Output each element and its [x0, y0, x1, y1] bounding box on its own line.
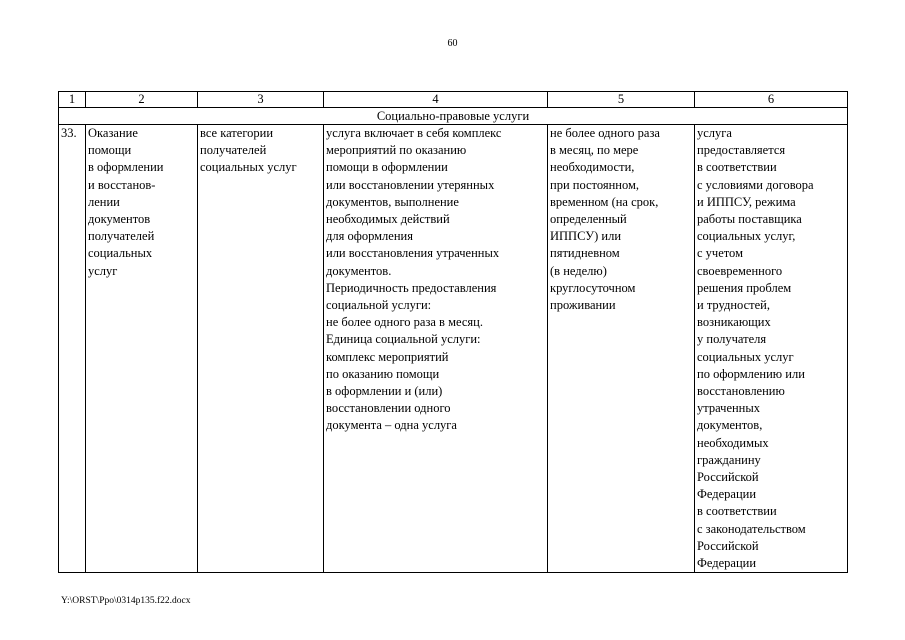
cell-line: гражданину: [697, 452, 761, 467]
cell-line: социальных услуг: [200, 160, 297, 175]
cell-line: пятидневном: [550, 246, 620, 261]
cell-line: ИППСУ) или: [550, 229, 622, 244]
cell-line: или восстановлении утерянных: [326, 177, 495, 192]
cell-line: Федерации: [697, 487, 757, 502]
cell-line: Федерации: [697, 556, 757, 571]
cell-line: получателей: [88, 229, 155, 244]
service-description-cell: [324, 125, 548, 573]
frequency-cell: [548, 125, 695, 573]
cell-line: документов.: [326, 263, 392, 278]
cell-line: и трудностей,: [697, 298, 770, 313]
header-cell: 6: [695, 92, 848, 108]
cell-line: лении: [88, 194, 120, 209]
cell-line: социальных услуг,: [697, 229, 796, 244]
cell-line: предоставляется: [697, 143, 786, 158]
header-cell: 1: [59, 92, 86, 108]
row-number: 33.: [59, 125, 86, 573]
cell-line: необходимости,: [550, 160, 635, 175]
cell-line: документа – одна услуга: [326, 418, 457, 433]
cell-line: услуг: [88, 263, 118, 278]
cell-line: необходимых действий: [326, 212, 450, 227]
header-cell: 5: [548, 92, 695, 108]
cell-line: необходимых: [697, 435, 769, 450]
cell-line: работы поставщика: [697, 212, 802, 227]
cell-line: комплекс мероприятий: [326, 349, 449, 364]
cell-line: в оформлении: [88, 160, 164, 175]
cell-line: восстановлению: [697, 384, 785, 399]
table-row: [59, 125, 848, 573]
section-title: Социально-правовые услуги: [59, 108, 848, 125]
header-cell: 2: [86, 92, 198, 108]
page-number: 60: [447, 38, 458, 49]
cell-line: в соответствии: [697, 160, 777, 175]
cell-line: с законодательством: [697, 521, 806, 536]
conditions-cell: [695, 125, 848, 573]
cell-line: в оформлении и (или): [326, 384, 443, 399]
cell-line: получателей: [200, 143, 267, 158]
cell-line: временном (на срок,: [550, 194, 659, 209]
footer-file-path: Y:\ORST\Ppo\0314p135.f22.docx: [61, 596, 191, 606]
cell-line: не более одного раза в месяц.: [326, 315, 483, 330]
cell-line: с условиями договора: [697, 177, 814, 192]
cell-line: (в неделю): [550, 263, 607, 278]
cell-line: в соответствии: [697, 504, 777, 519]
cell-line: для оформления: [326, 229, 413, 244]
cell-line: определенный: [550, 212, 627, 227]
header-cell: 4: [324, 92, 548, 108]
cell-line: с учетом: [697, 246, 743, 261]
cell-line: социальных: [88, 246, 153, 261]
cell-line: утраченных: [697, 401, 761, 416]
cell-line: своевременного: [697, 263, 783, 278]
cell-line: восстановлении одного: [326, 401, 451, 416]
cell-line: социальных услуг: [697, 349, 794, 364]
cell-line: социальной услуги:: [326, 298, 432, 313]
cell-line: не более одного раза: [550, 126, 660, 140]
cell-line: Оказание: [88, 126, 138, 140]
cell-line: у получателя: [697, 332, 767, 347]
cell-line: Российской: [697, 538, 759, 553]
cell-line: Периодичность предоставления: [326, 280, 497, 295]
cell-line: в месяц, по мере: [550, 143, 639, 158]
header-cell: 3: [198, 92, 324, 108]
cell-line: помощи в оформлении: [326, 160, 448, 175]
cell-line: документов, выполнение: [326, 194, 459, 209]
cell-line: мероприятий по оказанию: [326, 143, 467, 158]
cell-line: или восстановления утраченных: [326, 246, 500, 261]
cell-line: возникающих: [697, 315, 771, 330]
cell-line: документов: [88, 212, 151, 227]
cell-line: документов,: [697, 418, 763, 433]
cell-line: при постоянном,: [550, 177, 640, 192]
table-header-row: [59, 92, 848, 108]
cell-line: и ИППСУ, режима: [697, 194, 796, 209]
cell-line: решения проблем: [697, 280, 792, 295]
cell-line: круглосуточном: [550, 280, 636, 295]
service-name-cell: [86, 125, 198, 573]
cell-line: и восстанов-: [88, 177, 156, 192]
cell-line: помощи: [88, 143, 132, 158]
services-table: [58, 91, 848, 573]
cell-line: Российской: [697, 470, 759, 485]
cell-line: Единица социальной услуги:: [326, 332, 481, 347]
cell-line: услуга: [697, 126, 732, 140]
recipient-category-cell: [198, 125, 324, 573]
cell-line: по оформлению или: [697, 366, 805, 381]
cell-line: услуга включает в себя комплекс: [326, 126, 502, 140]
cell-line: все категории: [200, 126, 274, 140]
section-row: [59, 108, 848, 125]
cell-line: проживании: [550, 298, 616, 313]
cell-line: по оказанию помощи: [326, 366, 440, 381]
